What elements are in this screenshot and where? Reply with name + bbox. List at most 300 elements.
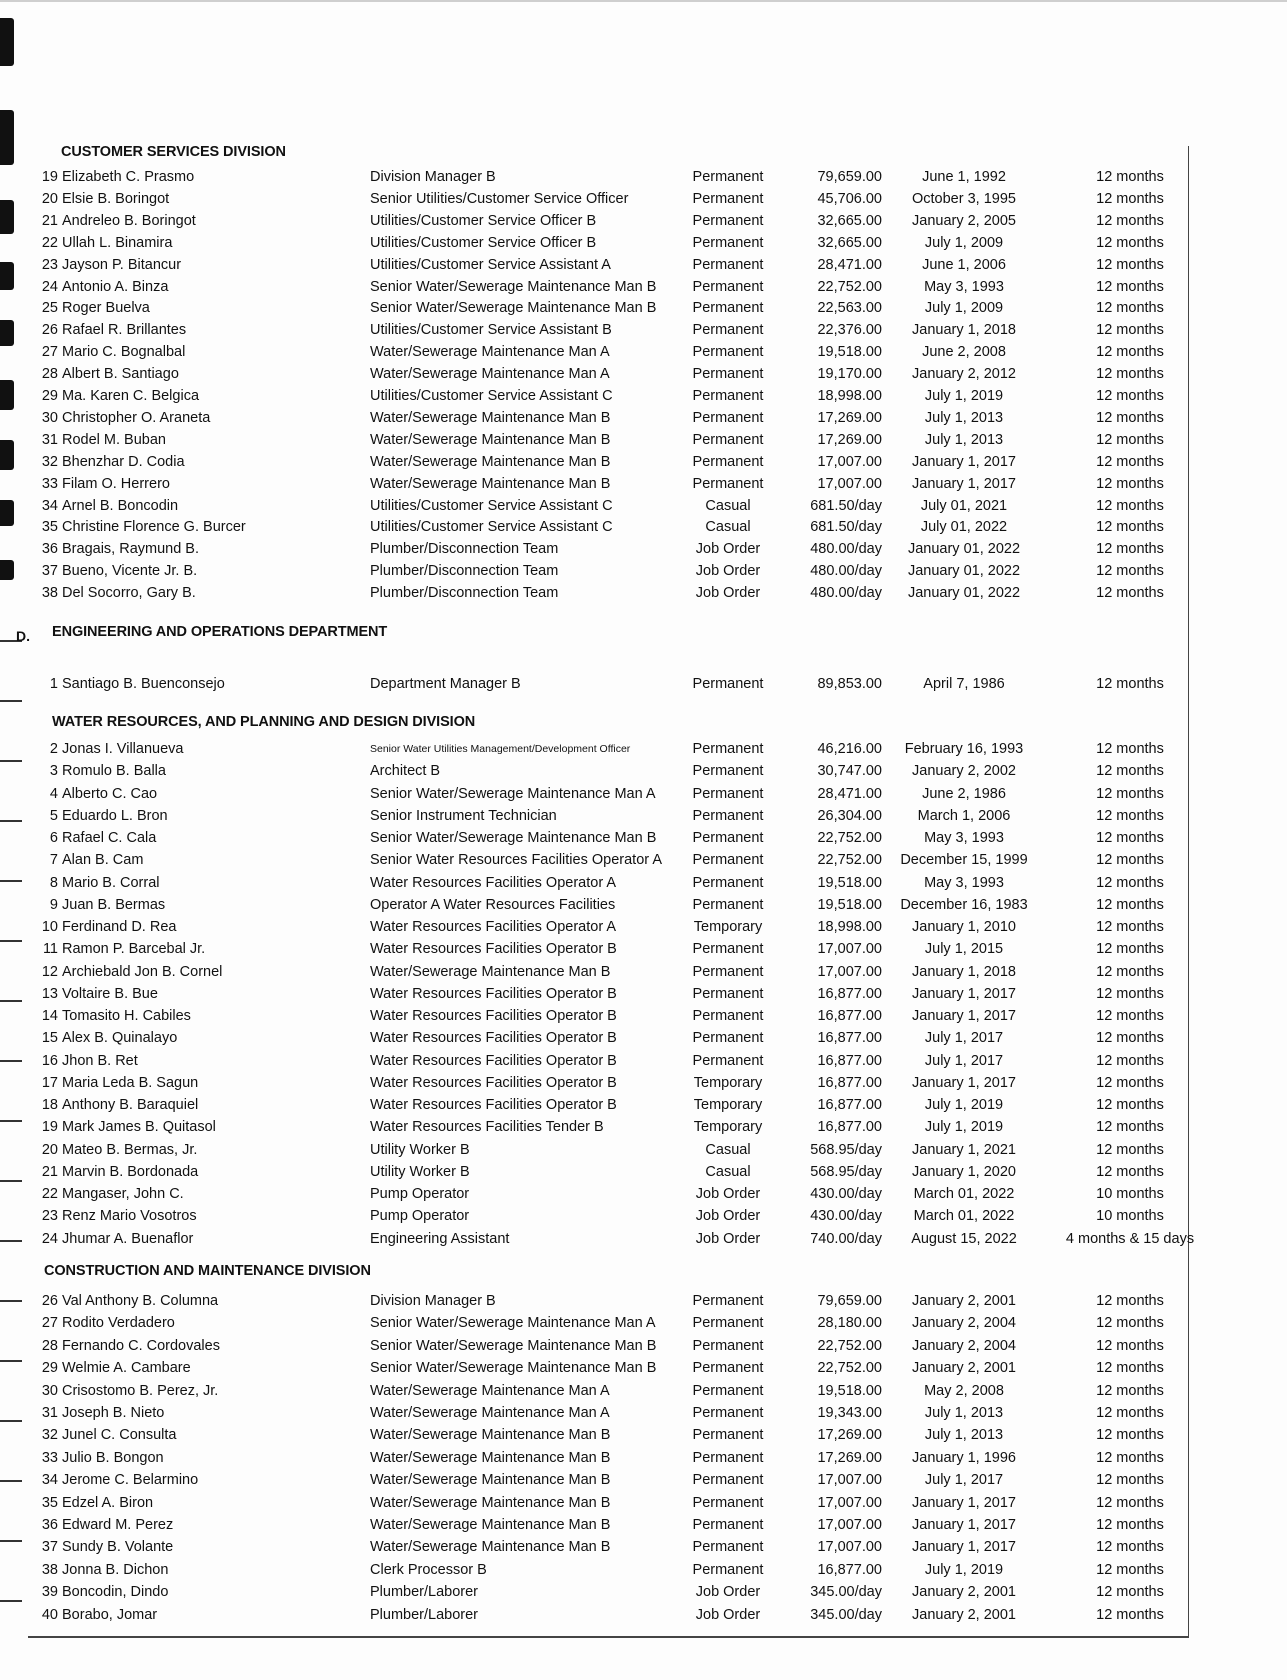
employment-status: Permanent — [692, 432, 764, 448]
employment-status: Job Order — [695, 563, 761, 579]
row-number: 26 — [41, 1293, 58, 1309]
table-row — [0, 1447, 1287, 1469]
salary: 17,007.00 — [817, 1495, 882, 1511]
date-of-appointment: January 1, 2017 — [912, 1075, 1016, 1091]
employment-status: Permanent — [692, 1539, 764, 1555]
duration: 12 months — [1096, 410, 1164, 426]
duration: 12 months — [1096, 454, 1164, 470]
duration: 12 months — [1096, 322, 1164, 338]
date-of-appointment: July 1, 2019 — [924, 1119, 1004, 1135]
position-title: Utility Worker B — [370, 1142, 470, 1158]
employment-status: Casual — [705, 498, 751, 514]
employee-name: Ferdinand D. Rea — [62, 919, 177, 935]
position-title: Division Manager B — [370, 1293, 496, 1309]
date-of-appointment: January 1, 2017 — [912, 1517, 1016, 1533]
salary: 17,007.00 — [817, 941, 882, 957]
row-number: 3 — [49, 763, 58, 779]
duration: 12 months — [1096, 1495, 1164, 1511]
section-heading: CUSTOMER SERVICES DIVISION — [61, 144, 286, 160]
table-row — [0, 1290, 1287, 1312]
salary: 16,877.00 — [817, 1008, 882, 1024]
employee-name: Santiago B. Buenconsejo — [62, 676, 225, 692]
salary: 480.00/day — [810, 541, 882, 557]
table-row — [0, 1581, 1287, 1603]
duration: 12 months — [1096, 919, 1164, 935]
position-title: Senior Water Resources Facilities Operator A — [370, 852, 662, 868]
employee-name: Julio B. Bongon — [62, 1450, 164, 1466]
salary: 17,007.00 — [817, 964, 882, 980]
position-title: Senior Water/Sewerage Maintenance Man B — [370, 830, 657, 846]
row-number: 9 — [49, 897, 58, 913]
employee-name: Roger Buelva — [62, 300, 150, 316]
salary: 681.50/day — [810, 519, 882, 535]
position-title: Water/Sewerage Maintenance Man B — [370, 476, 611, 492]
employee-name: Bhenzhar D. Codia — [62, 454, 185, 470]
employee-name: Val Anthony B. Columna — [62, 1293, 219, 1309]
row-number: 16 — [41, 1053, 58, 1069]
date-of-appointment: July 1, 2013 — [924, 1427, 1004, 1443]
date-of-appointment: April 7, 1986 — [923, 676, 1005, 692]
table-row — [0, 916, 1287, 938]
employee-name: Ramon P. Barcebal Jr. — [62, 941, 206, 957]
employment-status: Permanent — [692, 1383, 764, 1399]
table-row — [0, 1402, 1287, 1424]
date-of-appointment: January 2, 2004 — [912, 1338, 1016, 1354]
position-title: Senior Water/Sewerage Maintenance Man A — [370, 1315, 656, 1331]
employment-status: Casual — [705, 519, 751, 535]
table-row — [0, 805, 1287, 827]
duration: 12 months — [1096, 585, 1164, 601]
duration: 12 months — [1096, 169, 1164, 185]
employment-status: Casual — [705, 1164, 751, 1180]
row-number: 28 — [41, 366, 58, 382]
position-title: Senior Water/Sewerage Maintenance Man A — [370, 786, 656, 802]
date-of-appointment: July 01, 2022 — [920, 519, 1008, 535]
employment-status: Permanent — [692, 808, 764, 824]
row-number: 33 — [41, 476, 58, 492]
duration: 12 months — [1096, 1315, 1164, 1331]
table-row — [0, 938, 1287, 960]
row-number: 23 — [41, 257, 58, 273]
position-title: Water Resources Facilities Operator A — [370, 919, 617, 935]
employment-status: Permanent — [692, 213, 764, 229]
employee-name: Eduardo L. Bron — [62, 808, 168, 824]
section-heading: ENGINEERING AND OPERATIONS DEPARTMENT — [52, 624, 388, 640]
employment-status: Permanent — [692, 169, 764, 185]
employment-status: Permanent — [692, 300, 764, 316]
duration: 12 months — [1096, 563, 1164, 579]
employment-status: Permanent — [692, 410, 764, 426]
date-of-appointment: January 2, 2005 — [912, 213, 1016, 229]
duration: 12 months — [1096, 763, 1164, 779]
duration: 12 months — [1096, 432, 1164, 448]
salary: 17,007.00 — [817, 1539, 882, 1555]
position-title: Plumber/Disconnection Team — [370, 585, 559, 601]
employment-status: Casual — [705, 1142, 751, 1158]
duration: 12 months — [1096, 1584, 1164, 1600]
position-title: Utilities/Customer Service Assistant A — [370, 257, 611, 273]
table-row — [0, 1094, 1287, 1116]
table-row — [0, 166, 1287, 188]
duration: 12 months — [1096, 1075, 1164, 1091]
duration: 12 months — [1096, 344, 1164, 360]
salary: 345.00/day — [810, 1584, 882, 1600]
employee-name: Maria Leda B. Sagun — [62, 1075, 199, 1091]
duration: 12 months — [1096, 808, 1164, 824]
date-of-appointment: January 2, 2001 — [912, 1584, 1016, 1600]
position-title: Engineering Assistant — [370, 1231, 510, 1247]
position-title: Utilities/Customer Service Officer B — [370, 213, 597, 229]
employment-status: Permanent — [692, 852, 764, 868]
position-title: Water Resources Facilities Operator A — [370, 875, 617, 891]
position-title: Division Manager B — [370, 169, 496, 185]
employee-name: Mario B. Corral — [62, 875, 160, 891]
salary: 79,659.00 — [817, 1293, 882, 1309]
salary: 16,877.00 — [817, 1562, 882, 1578]
employment-status: Permanent — [692, 388, 764, 404]
date-of-appointment: July 1, 2019 — [924, 1097, 1004, 1113]
salary: 17,007.00 — [817, 454, 882, 470]
employment-status: Permanent — [692, 941, 764, 957]
position-title: Water/Sewerage Maintenance Man B — [370, 1427, 611, 1443]
salary: 22,752.00 — [817, 1338, 882, 1354]
position-title: Water/Sewerage Maintenance Man A — [370, 366, 610, 382]
salary: 22,563.00 — [817, 300, 882, 316]
employment-status: Permanent — [692, 1472, 764, 1488]
employment-status: Permanent — [692, 1315, 764, 1331]
salary: 26,304.00 — [817, 808, 882, 824]
position-title: Plumber/Disconnection Team — [370, 541, 559, 557]
table-row — [0, 1492, 1287, 1514]
table-row — [0, 1469, 1287, 1491]
duration: 12 months — [1096, 1164, 1164, 1180]
position-title: Water/Sewerage Maintenance Man B — [370, 1472, 611, 1488]
row-number: 32 — [41, 1427, 58, 1443]
row-number: 20 — [41, 191, 58, 207]
position-title: Water/Sewerage Maintenance Man B — [370, 1495, 611, 1511]
salary: 22,376.00 — [817, 322, 882, 338]
salary: 16,877.00 — [817, 1119, 882, 1135]
duration: 12 months — [1096, 830, 1164, 846]
duration: 12 months — [1096, 388, 1164, 404]
employee-name: Edward M. Perez — [62, 1517, 174, 1533]
row-number: 21 — [41, 1164, 58, 1180]
employee-name: Mateo B. Bermas, Jr. — [62, 1142, 198, 1158]
salary: 79,659.00 — [817, 169, 882, 185]
row-number: 12 — [41, 964, 58, 980]
employment-status: Permanent — [692, 235, 764, 251]
position-title: Plumber/Laborer — [370, 1584, 478, 1600]
employee-name: Filam O. Herrero — [62, 476, 170, 492]
employee-name: Jerome C. Belarmino — [62, 1472, 199, 1488]
table-row — [0, 1161, 1287, 1183]
employee-name: Renz Mario Vosotros — [62, 1208, 197, 1224]
row-number: 14 — [41, 1008, 58, 1024]
date-of-appointment: July 01, 2021 — [920, 498, 1008, 514]
employee-name: Jayson P. Bitancur — [62, 257, 182, 273]
table-row — [0, 1380, 1287, 1402]
row-number: 22 — [41, 1186, 58, 1202]
date-of-appointment: March 1, 2006 — [917, 808, 1011, 824]
row-number: 36 — [41, 541, 58, 557]
date-of-appointment: January 2, 2001 — [912, 1360, 1016, 1376]
section-heading: CONSTRUCTION AND MAINTENANCE DIVISION — [44, 1263, 371, 1279]
employment-status: Permanent — [692, 1293, 764, 1309]
employee-name: Mario C. Bognalbal — [62, 344, 186, 360]
date-of-appointment: January 1, 2021 — [912, 1142, 1016, 1158]
employment-status: Permanent — [692, 786, 764, 802]
date-of-appointment: June 1, 2006 — [922, 257, 1006, 273]
duration: 12 months — [1096, 541, 1164, 557]
employment-status: Permanent — [692, 1427, 764, 1443]
row-number: 10 — [41, 919, 58, 935]
table-row — [0, 188, 1287, 210]
employee-name: Bueno, Vicente Jr. B. — [62, 563, 198, 579]
duration: 12 months — [1096, 676, 1164, 692]
table-row — [0, 1514, 1287, 1536]
employment-status: Permanent — [692, 986, 764, 1002]
salary: 17,007.00 — [817, 476, 882, 492]
date-of-appointment: July 1, 2019 — [924, 388, 1004, 404]
table-row — [0, 473, 1287, 495]
duration: 10 months — [1096, 1208, 1164, 1224]
employment-status: Job Order — [695, 1231, 761, 1247]
employee-name: Alex B. Quinalayo — [62, 1030, 178, 1046]
table-row — [0, 254, 1287, 276]
employment-status: Permanent — [692, 1030, 764, 1046]
salary: 32,665.00 — [817, 235, 882, 251]
employee-name: Bragais, Raymund B. — [62, 541, 200, 557]
table-row — [0, 760, 1287, 782]
position-title: Utilities/Customer Service Assistant C — [370, 519, 613, 535]
employee-name: Del Socorro, Gary B. — [62, 585, 196, 601]
row-number: 19 — [41, 169, 58, 185]
duration: 12 months — [1096, 1119, 1164, 1135]
employee-name: Jhumar A. Buenaflor — [62, 1231, 194, 1247]
table-row — [0, 1604, 1287, 1626]
table-row — [0, 495, 1287, 517]
salary: 28,180.00 — [817, 1315, 882, 1331]
date-of-appointment: March 01, 2022 — [913, 1208, 1015, 1224]
position-title: Water Resources Facilities Tender B — [370, 1119, 604, 1135]
duration: 12 months — [1096, 1383, 1164, 1399]
date-of-appointment: March 01, 2022 — [913, 1186, 1015, 1202]
row-number: 4 — [49, 786, 58, 802]
duration: 12 months — [1096, 1472, 1164, 1488]
employee-name: Juan B. Bermas — [62, 897, 166, 913]
row-number: 30 — [41, 1383, 58, 1399]
date-of-appointment: January 2, 2002 — [912, 763, 1016, 779]
employment-status: Permanent — [692, 964, 764, 980]
table-row — [0, 1027, 1287, 1049]
position-title: Senior Utilities/Customer Service Officer — [370, 191, 629, 207]
employment-status: Temporary — [693, 1075, 763, 1091]
date-of-appointment: January 2, 2004 — [912, 1315, 1016, 1331]
duration: 12 months — [1096, 1405, 1164, 1421]
position-title: Plumber/Laborer — [370, 1607, 478, 1623]
table-row — [0, 1424, 1287, 1446]
row-number: 32 — [41, 454, 58, 470]
row-number: 34 — [41, 498, 58, 514]
position-title: Water/Sewerage Maintenance Man B — [370, 410, 611, 426]
row-number: 8 — [49, 875, 58, 891]
date-of-appointment: January 1, 2020 — [912, 1164, 1016, 1180]
employee-name: Rodito Verdadero — [62, 1315, 175, 1331]
salary: 16,877.00 — [817, 1030, 882, 1046]
duration: 12 months — [1096, 1097, 1164, 1113]
duration: 12 months — [1096, 741, 1164, 757]
employment-status: Permanent — [692, 763, 764, 779]
row-number: 24 — [41, 1231, 58, 1247]
employment-status: Permanent — [692, 1360, 764, 1376]
employment-status: Permanent — [692, 676, 764, 692]
row-number: 7 — [49, 852, 58, 868]
position-title: Plumber/Disconnection Team — [370, 563, 559, 579]
row-number: 39 — [41, 1584, 58, 1600]
salary: 16,877.00 — [817, 1075, 882, 1091]
duration: 12 months — [1096, 519, 1164, 535]
salary: 45,706.00 — [817, 191, 882, 207]
salary: 28,471.00 — [817, 786, 882, 802]
date-of-appointment: January 2, 2001 — [912, 1293, 1016, 1309]
salary: 19,518.00 — [817, 344, 882, 360]
position-title: Department Manager B — [370, 676, 521, 692]
row-number: 5 — [49, 808, 58, 824]
salary: 17,269.00 — [817, 410, 882, 426]
position-title: Utilities/Customer Service Officer B — [370, 235, 597, 251]
employee-name: Ullah L. Binamira — [62, 235, 173, 251]
position-title: Water Resources Facilities Operator B — [370, 1008, 617, 1024]
employee-name: Elsie B. Boringot — [62, 191, 170, 207]
table-row — [0, 1335, 1287, 1357]
duration: 12 months — [1096, 366, 1164, 382]
row-number: 25 — [41, 300, 58, 316]
salary: 19,518.00 — [817, 897, 882, 913]
employee-name: Fernando C. Cordovales — [62, 1338, 220, 1354]
employee-name: Christopher O. Araneta — [62, 410, 211, 426]
table-row — [0, 363, 1287, 385]
employee-name: Andreleo B. Boringot — [62, 213, 196, 229]
position-title: Water/Sewerage Maintenance Man B — [370, 964, 611, 980]
table-row — [0, 1116, 1287, 1138]
duration: 12 months — [1096, 875, 1164, 891]
employee-name: Voltaire B. Bue — [62, 986, 158, 1002]
table-row — [0, 560, 1287, 582]
employment-status: Job Order — [695, 1584, 761, 1600]
table-row — [0, 1050, 1287, 1072]
duration: 12 months — [1096, 476, 1164, 492]
salary: 16,877.00 — [817, 1053, 882, 1069]
table-row — [0, 1183, 1287, 1205]
employment-status: Permanent — [692, 1053, 764, 1069]
employee-name: Romulo B. Balla — [62, 763, 166, 779]
table-row — [0, 738, 1287, 760]
salary: 89,853.00 — [817, 676, 882, 692]
position-title: Water Resources Facilities Operator B — [370, 986, 617, 1002]
salary: 19,518.00 — [817, 1383, 882, 1399]
date-of-appointment: June 2, 2008 — [922, 344, 1006, 360]
position-title: Water Resources Facilities Operator B — [370, 1075, 617, 1091]
employment-status: Temporary — [693, 1097, 763, 1113]
date-of-appointment: June 2, 1986 — [922, 786, 1006, 802]
employment-status: Permanent — [692, 279, 764, 295]
date-of-appointment: July 1, 2015 — [924, 941, 1004, 957]
duration: 12 months — [1096, 300, 1164, 316]
table-row — [0, 210, 1287, 232]
row-number: 26 — [41, 322, 58, 338]
employee-name: Tomasito H. Cabiles — [62, 1008, 191, 1024]
position-title: Water/Sewerage Maintenance Man A — [370, 1405, 610, 1421]
salary: 568.95/day — [810, 1164, 882, 1180]
duration: 12 months — [1096, 1562, 1164, 1578]
position-title: Water/Sewerage Maintenance Man A — [370, 344, 610, 360]
duration: 12 months — [1096, 279, 1164, 295]
employment-status: Permanent — [692, 1517, 764, 1533]
employment-status: Permanent — [692, 1562, 764, 1578]
duration: 12 months — [1096, 1427, 1164, 1443]
position-title: Senior Water/Sewerage Maintenance Man B — [370, 279, 657, 295]
department-letter: D. — [16, 628, 30, 644]
table-row — [0, 1005, 1287, 1027]
duration: 12 months — [1096, 1053, 1164, 1069]
date-of-appointment: February 16, 1993 — [904, 741, 1024, 757]
employment-status: Permanent — [692, 476, 764, 492]
salary: 345.00/day — [810, 1607, 882, 1623]
employee-name: Junel C. Consulta — [62, 1427, 177, 1443]
position-title: Pump Operator — [370, 1186, 470, 1202]
duration: 12 months — [1096, 897, 1164, 913]
row-number: 18 — [41, 1097, 58, 1113]
salary: 740.00/day — [810, 1231, 882, 1247]
date-of-appointment: January 2, 2001 — [912, 1607, 1016, 1623]
row-number: 40 — [41, 1607, 58, 1623]
row-number: 37 — [41, 563, 58, 579]
salary: 30,747.00 — [817, 763, 882, 779]
date-of-appointment: July 1, 2009 — [924, 300, 1004, 316]
employment-status: Job Order — [695, 585, 761, 601]
table-row — [0, 232, 1287, 254]
row-number: 23 — [41, 1208, 58, 1224]
employee-name: Sundy B. Volante — [62, 1539, 174, 1555]
row-number: 22 — [41, 235, 58, 251]
salary: 430.00/day — [810, 1208, 882, 1224]
row-number: 27 — [41, 1315, 58, 1331]
date-of-appointment: January 1, 1996 — [912, 1450, 1016, 1466]
row-number: 11 — [42, 941, 58, 957]
date-of-appointment: December 15, 1999 — [900, 852, 1028, 868]
table-row — [0, 1312, 1287, 1334]
table-row — [0, 538, 1287, 560]
date-of-appointment: January 1, 2017 — [912, 476, 1016, 492]
salary: 19,170.00 — [817, 366, 882, 382]
row-number: 30 — [41, 410, 58, 426]
row-number: 17 — [41, 1075, 58, 1091]
position-title: Water Resources Facilities Operator B — [370, 1097, 617, 1113]
row-number: 31 — [41, 432, 58, 448]
date-of-appointment: May 3, 1993 — [924, 875, 1004, 891]
employment-status: Permanent — [692, 191, 764, 207]
salary: 17,007.00 — [817, 1472, 882, 1488]
date-of-appointment: July 1, 2017 — [924, 1053, 1004, 1069]
salary: 18,998.00 — [817, 388, 882, 404]
employment-status: Permanent — [692, 830, 764, 846]
salary: 17,269.00 — [817, 432, 882, 448]
row-number: 19 — [41, 1119, 58, 1135]
employment-status: Temporary — [693, 1119, 763, 1135]
salary: 28,471.00 — [817, 257, 882, 273]
duration: 12 months — [1096, 235, 1164, 251]
position-title: Utilities/Customer Service Assistant C — [370, 388, 613, 404]
